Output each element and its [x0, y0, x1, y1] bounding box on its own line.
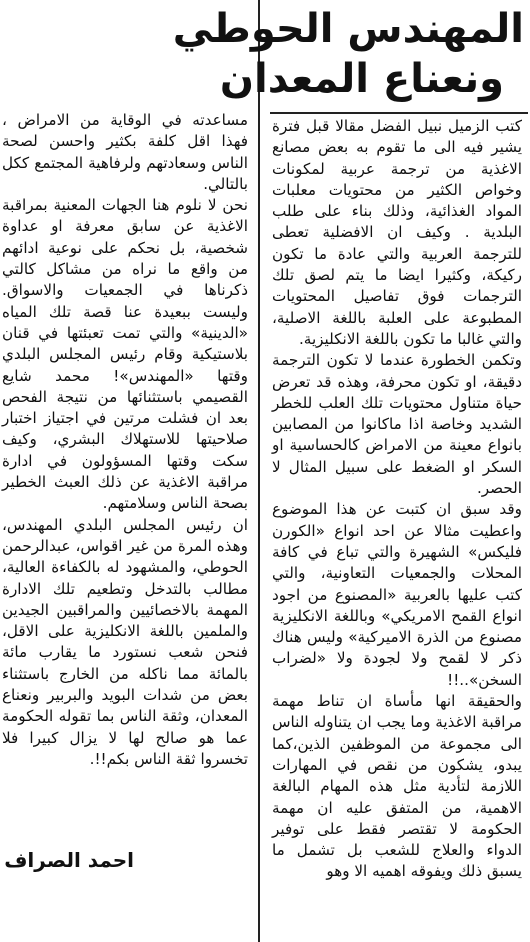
- left-column-body: [2, 110, 248, 770]
- paragraph: وقد سبق ان كتبت عن هذا الموضوع واعطيت مثالا عن احد انواع «الكورن فليكس» الشهيرة والتي تباع في كافة المحلات والجمعيات التعاونية، والتي كتب عليها بالعربية «المصنوع من اجود انواع القمح الامريكي» وباللغة الانكليزية مصنوع من الذرة الاميركية» وليس هناك ذكر لا لقمح ولا لجودة ولا «لضراب السخن»..!!: [272, 500, 522, 689]
- column-divider: [258, 0, 260, 942]
- headline-line-1: المهندس الحوطي: [172, 6, 524, 52]
- paragraph: ان رئيس المجلس البلدي المهندس، وهذه المرة من غير اقواس، عبدالرحمن الحوطي، والمشهود له بالكفاءة العالية، مطالب بالتدخل وتطعيم تلك الادارة المهمة بالاخصائيين والمراقبين الجيدين والملمين باللغة الانكليزية على الاقل، فنحن شعب نستورد ما يقارب مائة بالمائة مما ناكله من الخارج باستثناء بعض من شدات البويد والبربير ونعناع المعدان، وثقة الناس بما تقوله الحكومة عما هو صالح لها لا يزال كبيرا فلا تخسروا ثقة الناس بكم!!.: [2, 515, 248, 768]
- author-byline: احمد الصراف: [4, 848, 134, 872]
- right-column-body: [272, 116, 522, 883]
- paragraph: وتكمن الخطورة عندما لا تكون الترجمة دقيقة، او تكون محرفة، وهذه قد تعرض حياة متناول محتويات تلك العلب للخطر الشديد وخاصة اذا ماكانوا من المصابين بانواع معينة من الامراض كالحساسية او السكر او الضغط على سبيل المثال لا الحصر.: [272, 351, 522, 498]
- paragraph: مساعدته في الوقاية من الامراض ، فهذا اقل كلفة بكثير واحسن لصحة الناس وسعادتهم ولرفاهية المجتمع ككل بالتالي.: [2, 111, 248, 193]
- paragraph: والحقيقة انها مأساة ان تناط مهمة مراقبة الاغذية وما يجب ان يتناوله الناس الى مجموعة من الموظفين الذين،كما يبدو، يشكون من نقص في المهارات اللازمة لتأدية مثل هذه المهام البالغة الاهمية، من المتفق عليه ان مهمة الحكومة لا تقتصر فقط على توفير الدواء والعلاج للشعب بل تشمل ما يسبق ذلك ويفوقه اهميه الا وهو: [272, 692, 522, 881]
- article-headline: [172, 0, 528, 114]
- headline-line-2: ونعناع المعدان: [219, 56, 504, 102]
- left-column: [0, 0, 254, 942]
- right-column: [172, 0, 530, 942]
- paragraph: نحن لا نلوم هنا الجهات المعنية بمراقبة الاغذية عن سابق معرفة او عداوة شخصية، بل نحكم على نوعية ادائهم من واقع ما نراه من مشاكل كالتي ذكرناها في الجمعيات والاسواق. وليست ببعيدة عنا قصة تلك المياه «الدينية» والتي تمت تعبئتها في قنان بلاستيكية وقام رئيس المجلس البلدي وقتها «المهندس»! محمد شايع القصيمي باستثنائها من نتيجة الفحص بعد ان فشلت مرتين في اجتياز اختبار صلاحيتها للاستهلاك البشري، وكيف سكت وقتها المسؤولون في ادارة مراقبة الاغذية عن ذلك العبث الخطير بصحة الناس وسلامتهم.: [2, 196, 248, 513]
- paragraph: كتب الزميل نبيل الفضل مقالا قبل فترة يشير فيه الى ما تقوم به بعض مصانع الاغذية من ترجمة عربية لمكونات وخواص الكثير من محتويات معلبات المواد الغذائية، وذلك بناء على طلب البلدية . وكيف ان الافضلية تعطى للترجمة العربية والتي عادة ما تكون ركيكة، وكثيرا ايضا ما يتم لصق تلك الترجمات فوق تفاصيل المحتويات المطبوعة على العلبة باللغة الاصلية، والتي غالبا ما تكون باللغة الانكليزية.: [272, 117, 522, 348]
